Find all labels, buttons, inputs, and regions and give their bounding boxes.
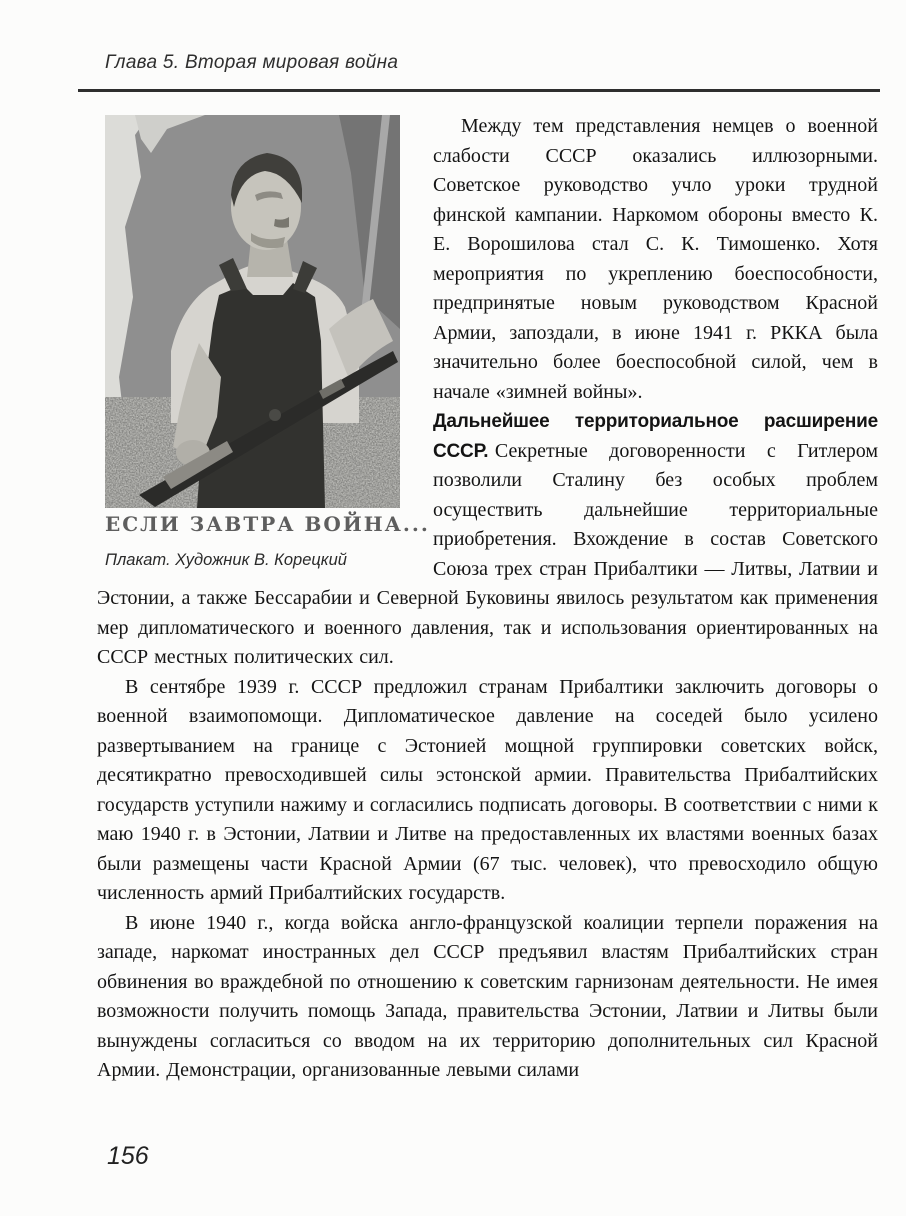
chapter-header: Глава 5. Вторая мировая война [105,52,399,73]
page-content [97,112,878,1086]
paragraph-2-text: Секретные договоренности с Гитлером позволили Сталину без особых проблем осуществить дальнейшие территориальные приобретения. Вхождение в состав Советского Союза трех стран Прибалтики — Литвы, Латвии и Эстонии, а также Бессарабии и Северной Буковины явилось результатом как применения мер дипломатического и военного давления, так и использования ориентированных на СССР местных политических сил. [97,439,878,668]
paragraph-3-text: В сентябре 1939 г. СССР предложил странам Прибалтики заключить договоры о военной взаимопомощи. Дипломатическое давление на соседей было усилено развертыванием на границе с Эстонией мощной группировки советских войск, десятикратно превосходившей силы эстонской армии. Правительства Прибалтийских государств уступили нажиму и согласились подписать договоры. В соответствии с ними к маю 1940 г. в Эстонии, Латвии и Литве на предоставленных их властями военных базах были размещены части Красной Армии (67 тыс. человек), что превосходило общую численность армий Прибалтийских государств. [97,675,878,904]
run-in-heading: Дальнейшее территориальное расширение СССР. [433,411,878,462]
paragraph-1-text: Между тем представления немцев о военной слабости СССР оказались иллюзорными. Советское руководство учло уроки трудной финской кампании. Наркомом обороны вместо К. Е. Ворошилова стал С. К. Тимошенко. Хотя мероприятия по укреплению боеспособности, предпринятые новым руководством Красной Армии, запоздали, в июне 1941 г. РККА была значительно более боеспособной силой, чем в начале «зимней войны». [433,115,878,403]
poster-title: ЕСЛИ ЗАВТРА ВОЙНА... [105,512,430,536]
paragraph-4-text: В июне 1940 г., когда войска англо-французской коалиции терпели поражения на западе, наркомат иностранных дел СССР предъявил властям Прибалтийских стран обвинения во враждебной по отношению к советским гарнизонам деятельности. Не имея возможности получить помощь Запада, правительства Эстонии, Латвии и Литвы были вынуждены согласиться со вводом на их территорию дополнительных сил Красной Армии. Демонстрации, организованные левыми силами [97,911,878,1081]
poster-caption: Плакат. Художник В. Корецкий [105,551,347,569]
poster-figure [105,115,430,570]
poster-image [105,115,400,508]
header-rule [78,89,880,92]
paragraph-3 [97,673,878,909]
paragraph-4 [97,909,878,1086]
page-number: 156 [107,1142,149,1170]
